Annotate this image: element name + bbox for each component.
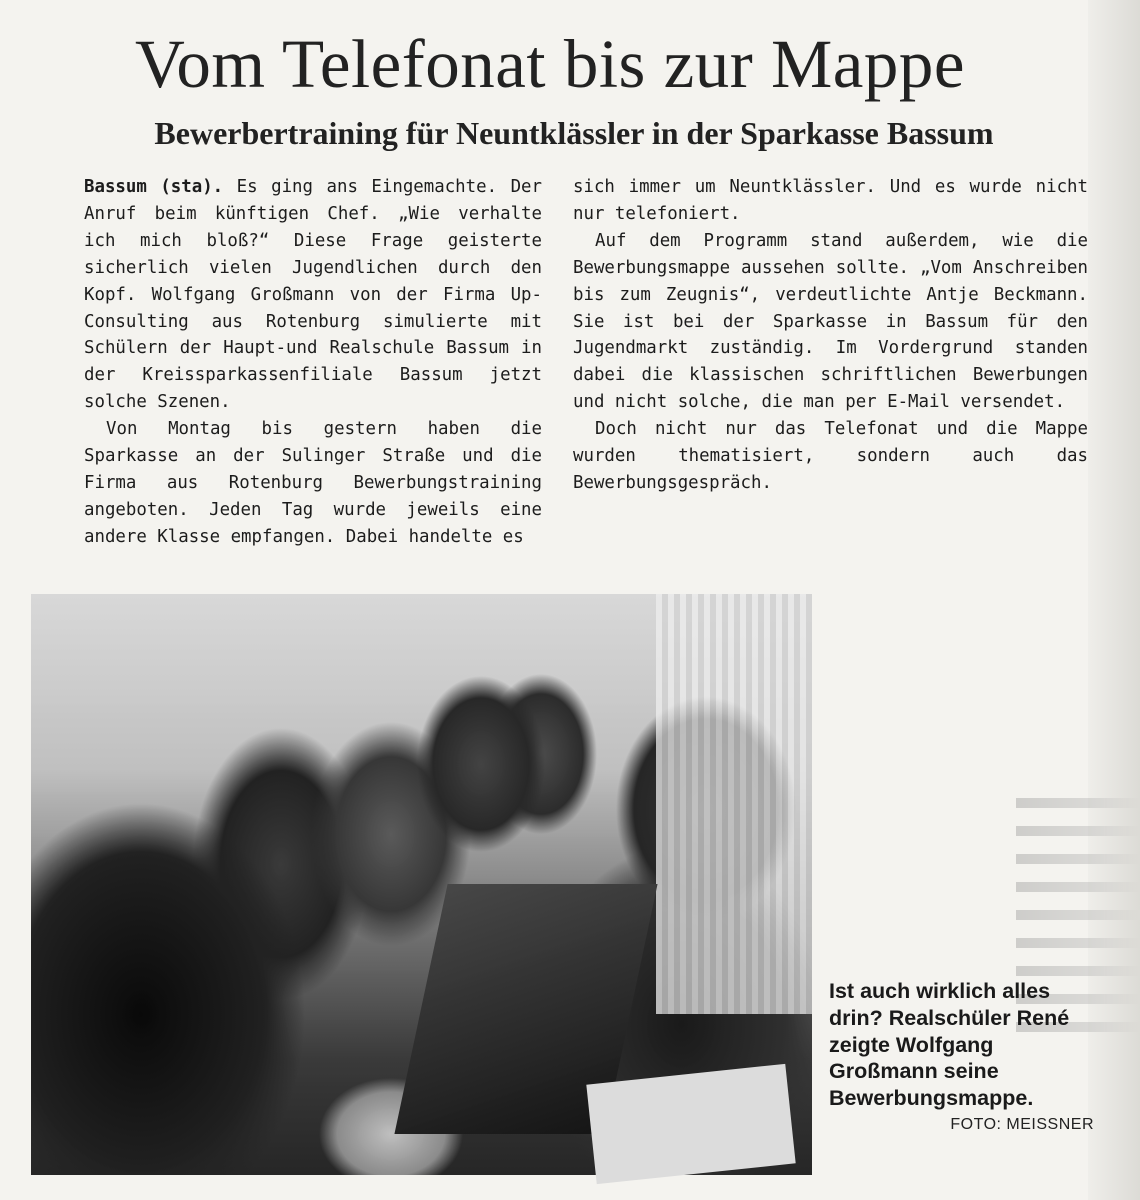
caption-text: Ist auch wirklich alles drin? Realschüler René zeigte Wolfgang Großmann seine Bewerbungsmappe. — [829, 979, 1070, 1111]
news-photo — [31, 594, 812, 1175]
paragraph-5: Doch nicht nur das Telefonat und die Mappe wurden thematisiert, sondern auch das Bewerbungsgespräch. — [573, 419, 1088, 493]
paragraph-1 — [84, 174, 542, 416]
paragraph-2: Von Montag bis gestern haben die Sparkasse an der Sulinger Straße und die Firma aus Rotenburg Bewerbungstraining angeboten. Jeden Tag wurde jeweils eine andere Klasse empfangen. Dabei handelte es — [84, 419, 542, 547]
photo-credit: FOTO: MEISSNER — [950, 1116, 1094, 1133]
paragraph-3: sich immer um Neuntklässler. Und es wurde nicht nur telefoniert. — [573, 177, 1088, 224]
subheadline: Bewerbertraining für Neuntklässler in der Sparkasse Bassum — [154, 115, 994, 151]
dateline: Bassum (sta). — [84, 177, 224, 197]
article-column-1 — [84, 174, 542, 551]
article-column-2 — [573, 174, 1088, 497]
paragraph-4: Auf dem Programm stand außerdem, wie die Bewerbungsmappe aussehen sollte. „Vom Anschreiben bis zum Zeugnis“, verdeutlichte Antje Beckmann. Sie ist bei der Sparkasse in Bassum für den Jugendmarkt zuständig. Im Vordergrund standen dabei die klassischen schriftlichen Bewerbungen und nicht solche, die man per E-Mail versendet. — [573, 230, 1088, 413]
photo-caption — [829, 978, 1099, 1112]
paragraph-1-text: Es ging ans Eingemachte. Der Anruf beim künftigen Chef. „Wie verhalte ich mich bloß?“ Diese Frage geisterte sicherlich vielen Jugendlichen durch den Kopf. Wolfgang Großmann von der Firma Up-Consulting aus Rotenburg simulierte mit Schülern der Haupt-und Realschule Bassum in der Kreissparkassenfiliale Bassum jetzt solche Szenen. — [84, 177, 542, 413]
headline: Vom Telefonat bis zur Mappe — [134, 26, 966, 102]
photo-paper — [586, 1064, 795, 1184]
photo-window-blinds — [656, 594, 812, 1014]
